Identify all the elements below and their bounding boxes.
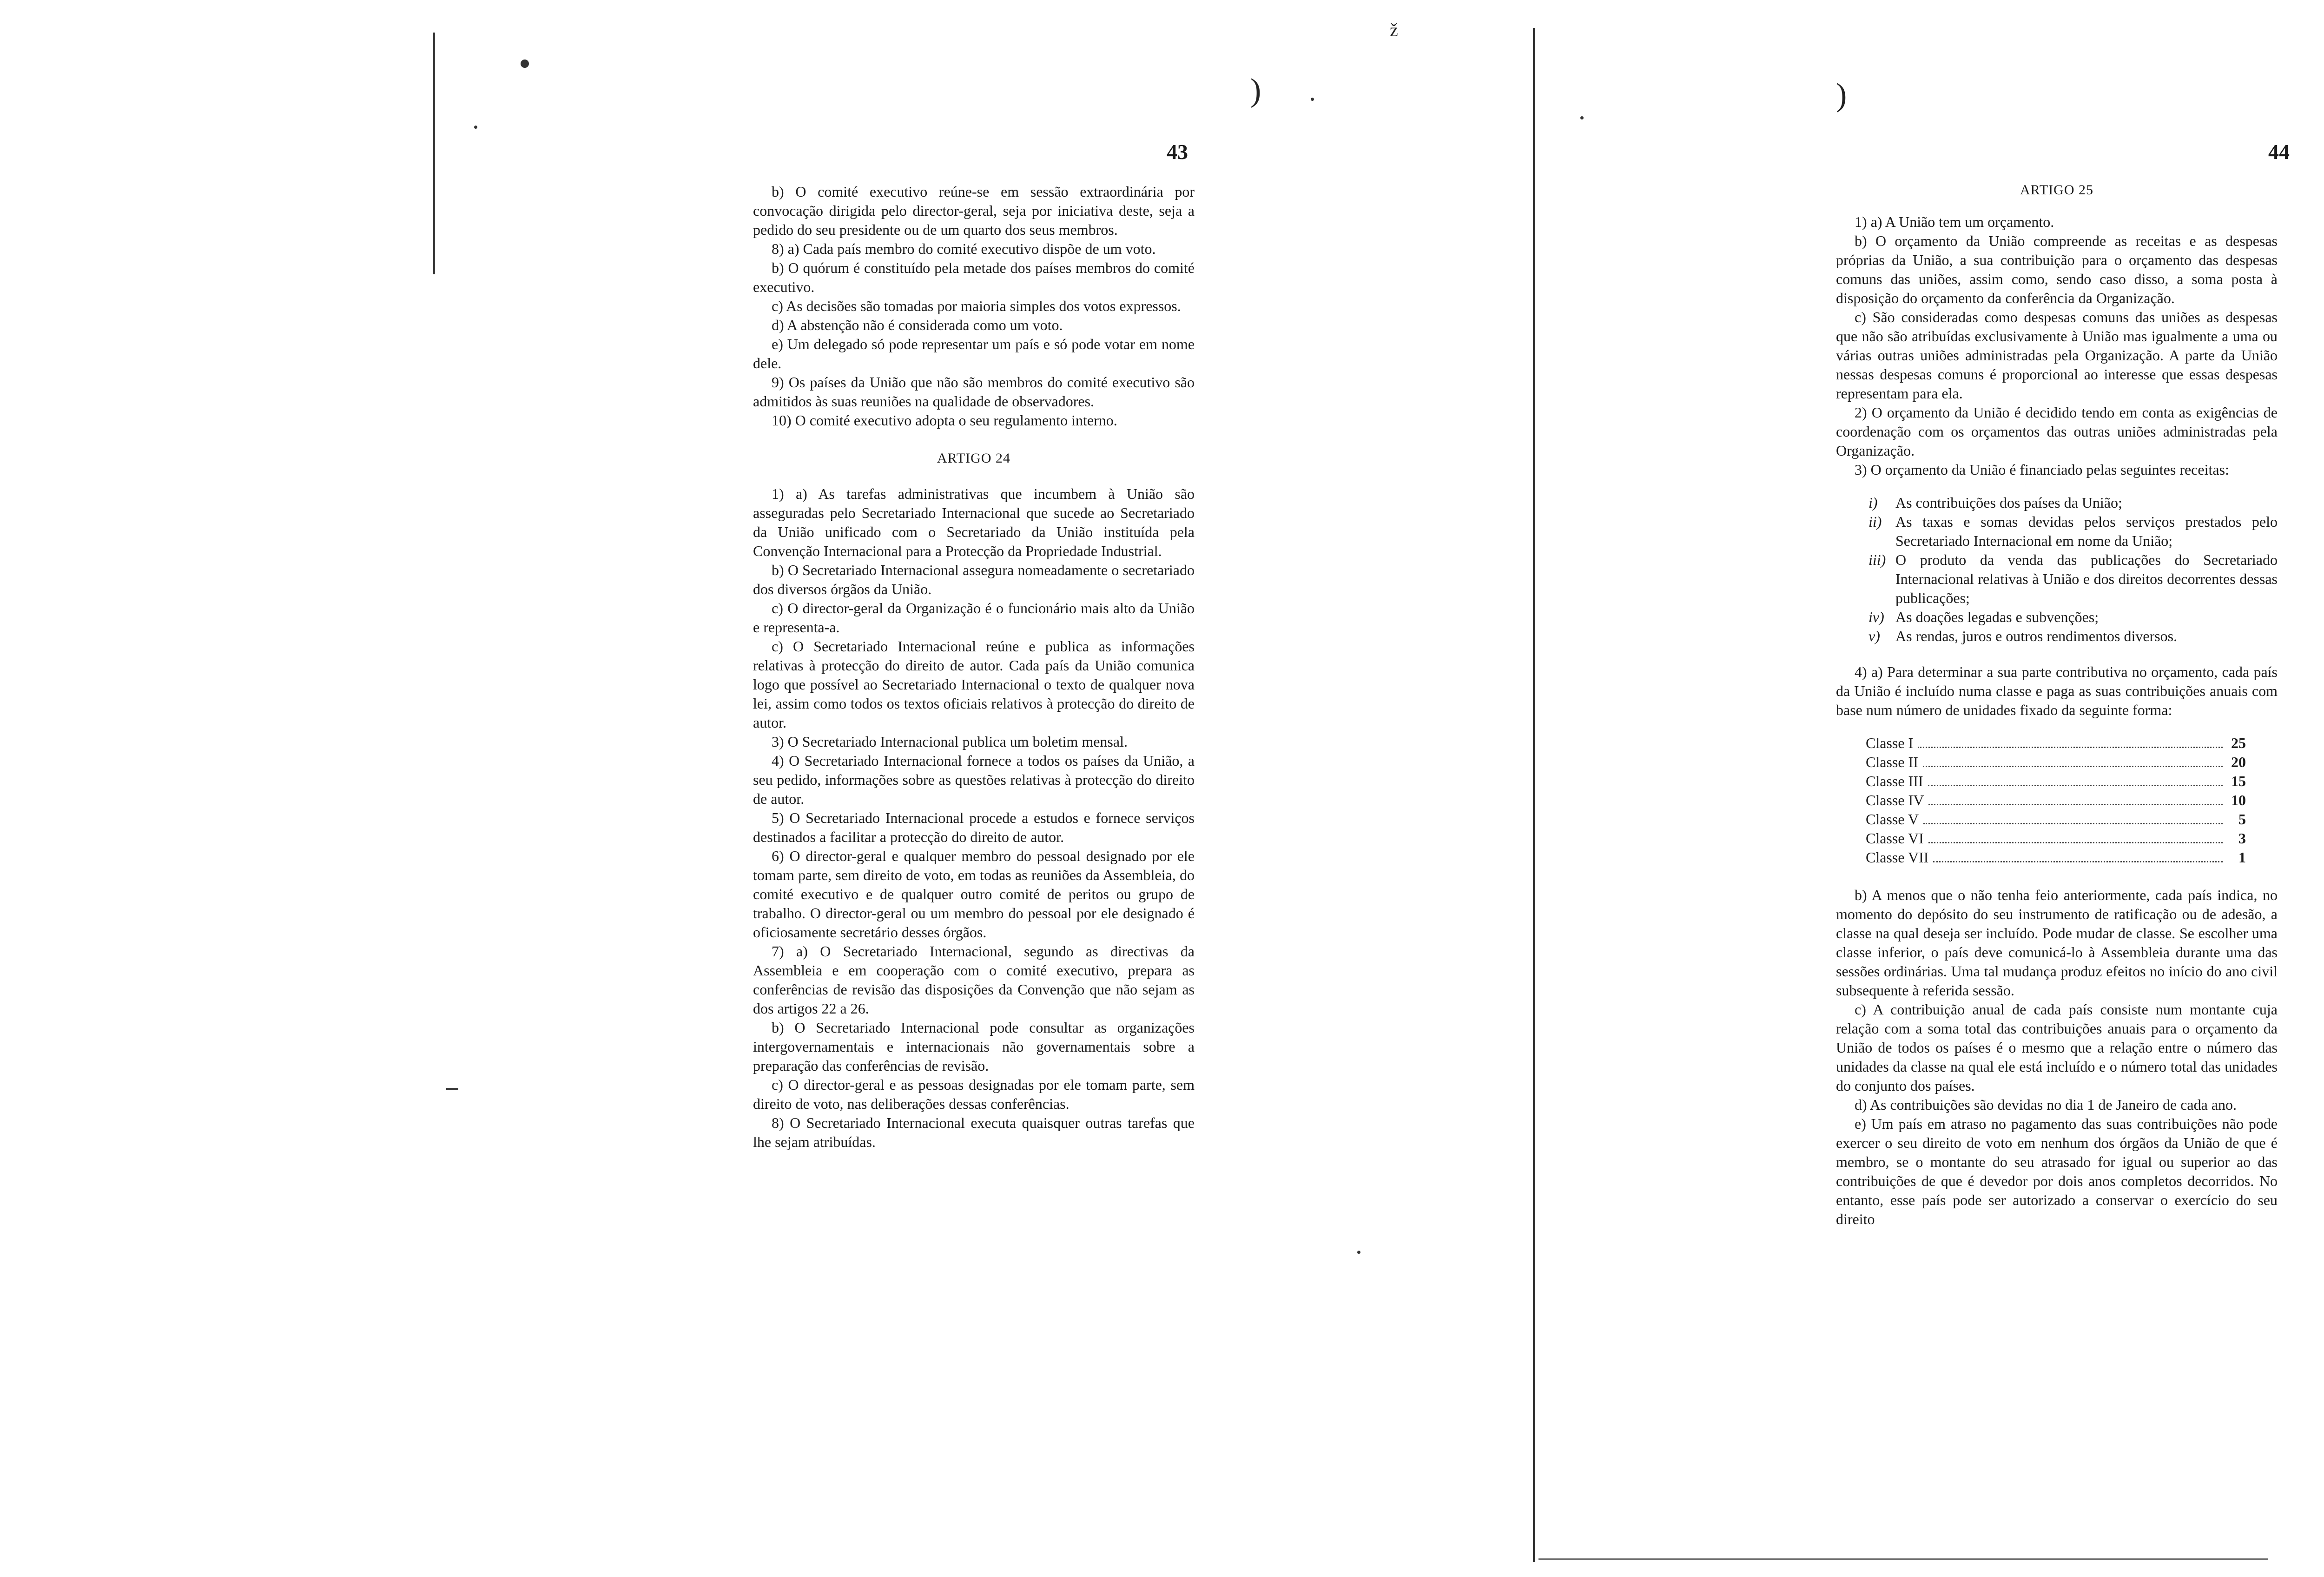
paragraph: b) O Secretariado Internacional assegura nomeadamente o secretariado dos diversos órgãos da União. <box>753 562 1195 597</box>
scan-speck <box>1580 116 1584 119</box>
dot-leader <box>1928 804 2223 805</box>
paragraph: 1) a) As tarefas administrativas que incumbem à União são asseguradas pelo Secretariado Internacional que sucede ao Secretariado da União unificado com o Secretariado da União instituída pela Convenção Internacional para a Protecção da Propriedade Industrial. <box>753 485 1195 559</box>
paragraph: b) A menos que o não tenha feio anteriormente, cada país indica, no momento do depósito do seu instrumento de ratificação ou de adesão, a classe na qual deseja ser incluído. Pode mudar de classe. Se escolher uma classe inferior, o país deve comunicá-lo à Assembleia durante uma das sessões ordinárias. Uma tal mudança produz efeitos no início do ano civil subsequente à referida sessão. <box>1836 887 2278 999</box>
list-item-text: As contribuições dos países da União; <box>1895 494 2122 511</box>
paragraph: 8) a) Cada país membro do comité executivo dispõe de um voto. <box>772 240 1156 257</box>
dot-leader <box>1923 823 2223 824</box>
list-item <box>1868 627 2278 646</box>
list-item <box>1868 493 2278 512</box>
margin-paren-mark: ) <box>1836 77 1847 113</box>
class-row <box>1866 734 2246 753</box>
class-units: 25 <box>2231 735 2246 751</box>
page-gutter <box>1533 28 1535 1562</box>
class-row <box>1866 772 2246 791</box>
revenue-list <box>1868 493 2278 646</box>
paragraph: c) O director-geral e as pessoas designadas por ele tomam parte, sem direito de voto, nas deliberações dessas conferências. <box>753 1076 1195 1112</box>
scan-edge-mark <box>433 33 435 274</box>
class-label: Classe II <box>1866 754 1918 770</box>
article-heading: ARTIGO 25 <box>2020 182 2094 198</box>
paragraph: 7) a) O Secretariado Internacional, segundo as directivas da Assembleia e em cooperação com o comité executivo, prepara as conferências de revisão das disposições da Convenção que não sejam as dos artigos 22 a 26. <box>753 943 1195 1017</box>
class-units: 20 <box>2231 754 2246 770</box>
list-item <box>1868 512 2278 550</box>
dot-leader <box>1933 861 2223 862</box>
top-glyph-mark: ž <box>1390 20 1398 40</box>
class-label: Classe IV <box>1866 792 1924 808</box>
paragraph: c) As decisões são tomadas por maioria simples dos votos expressos. <box>772 298 1181 314</box>
class-label: Classe V <box>1866 811 1919 828</box>
paragraph: c) O director-geral da Organização é o funcionário mais alto da União e representa-a. <box>753 600 1195 636</box>
right-page-text <box>1836 180 2278 1229</box>
paragraph: 3) O Secretariado Internacional publica um boletim mensal. <box>772 733 1128 750</box>
paragraph: e) Um delegado só pode representar um país e só pode votar em nome dele. <box>753 336 1195 371</box>
paragraph: c) São consideradas como despesas comuns das uniões as despesas que não são atribuídas exclusivamente à União mas igualmente a uma ou várias outras uniões administradas pela Organização. A parte da União nessas despesas comuns é proporcional ao interesse que essas despesas representam para ela. <box>1836 309 2278 402</box>
list-item-number: v) <box>1868 628 1880 644</box>
paragraph: c) A contribuição anual de cada país consiste num montante cuja relação com a soma total das contribuições anuais para o orçamento da União de todos os países é o mesmo que a relação entre o número das unidades da classe na qual ele está incluído e o número total das unidades do conjunto dos países. <box>1836 1001 2278 1094</box>
paragraph: d) As contribuições são devidas no dia 1 de Janeiro de cada ano. <box>1855 1096 2237 1113</box>
page-number: 43 <box>1167 140 1188 164</box>
class-row <box>1866 791 2246 810</box>
class-units: 10 <box>2231 792 2246 808</box>
paragraph: 1) a) A União tem um orçamento. <box>1855 213 2054 230</box>
dot-leader <box>1923 766 2223 767</box>
paragraph: 5) O Secretariado Internacional procede a estudos e fornece serviços destinados a facilitar a protecção do direito de autor. <box>753 809 1195 845</box>
dot-leader <box>1928 842 2223 843</box>
right-page <box>1827 0 2291 1577</box>
list-item-number: ii) <box>1868 513 1882 530</box>
dot-leader <box>1918 747 2223 748</box>
paragraph: 3) O orçamento da União é financiado pelas seguintes receitas: <box>1855 461 2229 478</box>
paragraph: 4) a) Para determinar a sua parte contributiva no orçamento, cada país da União é incluído numa classe e paga as suas contribuições anuais com base num número de unidades fixado da seguinte forma: <box>1836 663 2278 718</box>
left-page-text <box>753 182 1195 1152</box>
article-heading: ARTIGO 24 <box>937 451 1011 466</box>
dot-leader <box>1928 785 2223 786</box>
class-units: 15 <box>2231 773 2246 789</box>
scan-speck <box>1311 98 1314 101</box>
list-item-text: As taxas e somas devidas pelos serviços prestados pelo Secretariado Internacional em nome da União; <box>1895 513 2278 549</box>
paragraph: c) O Secretariado Internacional reúne e publica as informações relativas à protecção do direito de autor. Cada país da União comunica logo que possível ao Secretariado Internacional o texto de qualquer nova lei, assim como todos os textos oficiais relativos à protecção do direito de autor. <box>753 638 1195 731</box>
class-label: Classe VII <box>1866 849 1929 866</box>
paragraph: b) O quórum é constituído pela metade dos países membros do comité executivo. <box>753 259 1195 295</box>
scan-edge-mark <box>446 1088 458 1090</box>
scan-speck <box>474 126 477 129</box>
list-item-text: As rendas, juros e outros rendimentos diversos. <box>1895 628 2178 644</box>
paragraph: b) O Secretariado Internacional pode consultar as organizações intergovernamentais e internacionais não governamentais sobre a preparação das conferências de revisão. <box>753 1019 1195 1074</box>
list-item-text: O produto da venda das publicações do Secretariado Internacional relativas à União e dos direitos decorrentes dessas publicações; <box>1895 551 2278 606</box>
scan-speck <box>521 60 529 68</box>
list-item-number: iv) <box>1868 609 1884 625</box>
left-page <box>739 0 1204 1577</box>
class-units-table <box>1866 734 2246 867</box>
paragraph: e) Um país em atraso no pagamento das suas contribuições não pode exercer o seu direito de voto em nenhum dos órgãos da União de que é membro, se o montante do seu atrasado for igual ou superior ao das contribuições de que é devedor por dois anos completos decorridos. No entanto, esse país pode ser autorizado a conservar o exercício do seu direito <box>1836 1115 2278 1227</box>
paragraph: d) A abstenção não é considerada como um voto. <box>772 317 1063 333</box>
list-item-text: As doações legadas e subvenções; <box>1895 609 2099 625</box>
page-number: 44 <box>2268 140 2290 164</box>
list-item <box>1868 608 2278 627</box>
paragraph: 10) O comité executivo adopta o seu regulamento interno. <box>772 412 1117 429</box>
paragraph: 9) Os países da União que não são membros do comité executivo são admitidos às suas reuniões na qualidade de observadores. <box>753 374 1195 410</box>
paragraph: b) O comité executivo reúne-se em sessão extraordinária por convocação dirigida pelo director-geral, seja por iniciativa deste, seja a pedido do seu presidente ou de um quarto dos seus membros. <box>753 183 1195 238</box>
class-units: 5 <box>2238 811 2246 828</box>
paragraph: 6) O director-geral e qualquer membro do pessoal designado por ele tomam parte, sem direito de voto, em todas as reuniões da Assembleia, do comité executivo e de qualquer outro comité de peritos ou grupo de trabalho. O director-geral ou um membro do pessoal por ele designado é oficiosamente secretário desses órgãos. <box>753 848 1195 941</box>
list-item <box>1868 550 2278 608</box>
scan-speck <box>1357 1251 1360 1254</box>
class-row <box>1866 848 2246 867</box>
paragraph: 8) O Secretariado Internacional executa quaisquer outras tarefas que lhe sejam atribuídas. <box>753 1114 1195 1150</box>
class-row <box>1866 810 2246 829</box>
class-row <box>1866 753 2246 772</box>
class-units: 3 <box>2238 830 2246 847</box>
class-label: Classe I <box>1866 735 1914 751</box>
paragraph: 4) O Secretariado Internacional fornece a todos os países da União, a seu pedido, informações sobre as questões relativas à protecção do direito de autor. <box>753 752 1195 807</box>
paragraph: b) O orçamento da União compreende as receitas e as despesas próprias da União, a sua contribuição para o orçamento das despesas comuns das uniões, assim como, sendo caso disso, a soma posta à disposição do orçamento da conferência da Organização. <box>1836 232 2278 306</box>
paragraph: 2) O orçamento da União é decidido tendo em conta as exigências de coordenação com os orçamentos das outras uniões administradas pela Organização. <box>1836 404 2278 459</box>
margin-paren-mark: ) <box>1250 73 1261 108</box>
class-units: 1 <box>2238 849 2246 866</box>
class-row <box>1866 829 2246 848</box>
class-label: Classe III <box>1866 773 1923 789</box>
list-item-number: iii) <box>1868 551 1886 568</box>
class-label: Classe VI <box>1866 830 1924 847</box>
list-item-number: i) <box>1868 494 1878 511</box>
